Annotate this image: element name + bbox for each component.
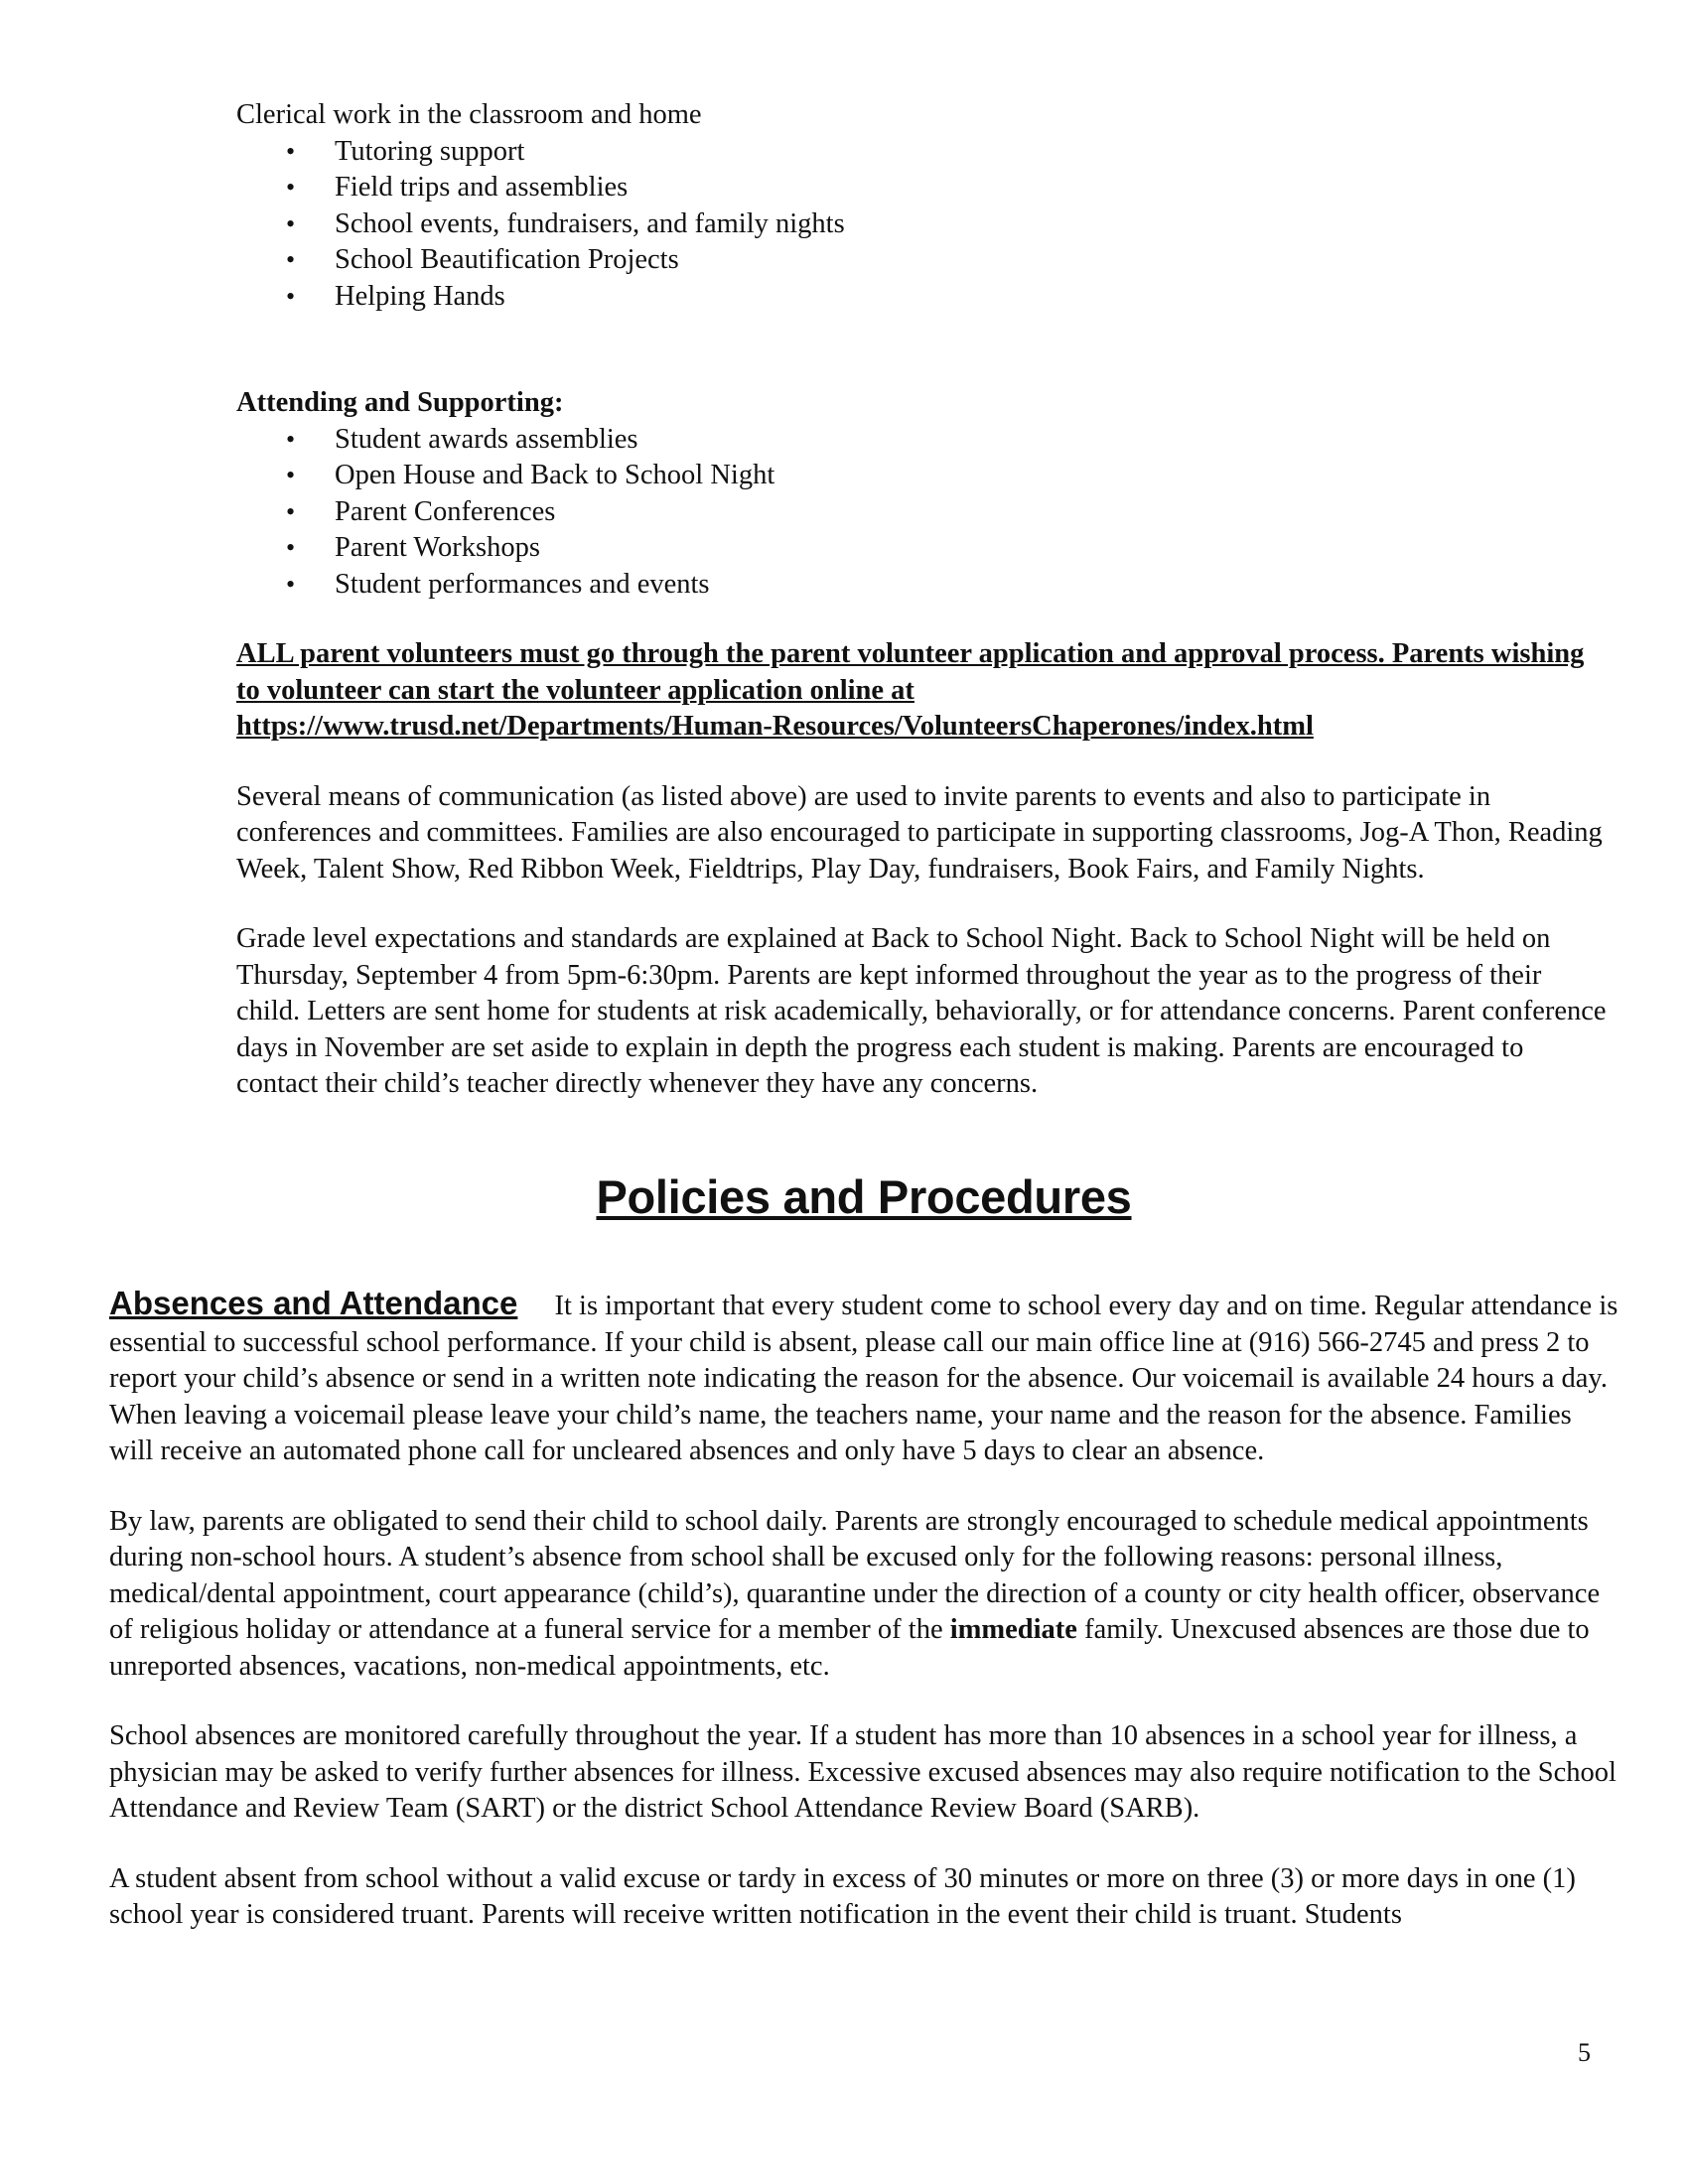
spacer: [109, 1685, 1620, 1718]
absences-paragraph: [109, 1286, 1620, 1470]
bullet-icon: •: [286, 245, 296, 274]
list-item: • Parent Workshops: [236, 530, 1607, 567]
list-item: • Open House and Back to School Night: [236, 458, 1607, 494]
lower-section: [109, 1286, 1620, 1934]
page-number: 5: [1578, 2038, 1591, 2067]
bullet-icon: •: [286, 496, 296, 526]
list-item: • Student performances and events: [236, 567, 1607, 604]
list-item: • Field trips and assemblies: [236, 170, 1607, 206]
bullet-icon: •: [286, 281, 296, 311]
spacer: [236, 887, 1607, 921]
monitoring-paragraph: School absences are monitored carefully throughout the year. If a student has more than 10 absences in a school year for illness, a physician may be asked to verify further absences for illness. Excessive excused absences may also require notification to the School Attendance and Review Team (SART) or the district School Attendance Review Board (SARB).: [109, 1720, 1617, 1824]
bullet-icon: •: [286, 569, 296, 599]
communication-paragraph: Several means of communication (as listed above) are used to invite parents to events and also to participate in conferences and committees. Families are also encouraged to participate in supporting classrooms, Jog-A Thon, Reading Week, Talent Show, Red Ribbon Week, Fieldtrips, Play Day, fundraisers, Book Fairs, and Family Nights.: [236, 780, 1603, 885]
volunteer-notice: [236, 636, 1607, 746]
list-item: • Helping Hands: [236, 279, 1607, 316]
spacer: [109, 1470, 1620, 1504]
volunteer-intro: Clerical work in the classroom and home: [236, 99, 702, 130]
truancy-paragraph: A student absent from school without a valid excuse or tardy in excess of 30 minutes or more on three (3) or more days in one (1) school year is considered truant. Parents will receive written notification in the event their child is truant. Students: [109, 1862, 1576, 1930]
spacer: [236, 603, 1607, 636]
list-item: • Student awards assemblies: [236, 422, 1607, 459]
bullet-icon: •: [286, 424, 296, 454]
bullet-icon: •: [286, 173, 296, 202]
section-title: Policies and Procedures: [596, 1170, 1132, 1223]
attending-heading: Attending and Supporting:: [236, 387, 564, 418]
list-item: • Tutoring support: [236, 134, 1607, 171]
list-item: • School events, fundraisers, and family nights: [236, 206, 1607, 243]
law-paragraph: [109, 1504, 1620, 1686]
volunteer-notice-text: ALL parent volunteers must go through the parent volunteer application and approval process. Parents wishing to volunteer can start the volunteer application online at: [236, 638, 1585, 706]
spacer: [236, 746, 1607, 779]
volunteer-list: [236, 134, 1607, 316]
absences-heading: Absences and Attendance: [109, 1285, 518, 1321]
list-item: • Parent Conferences: [236, 494, 1607, 531]
list-item: • School Beautification Projects: [236, 242, 1607, 279]
absences-text: It is important that every student come to school every day and on time. Regular attendance is essential to successful school performance. If your child is absent, please call our main office line at (916) 566-2745 and press 2 to report your child’s absence or send in a written note indicating the reason for the absence. Our voicemail is available 24 hours a day. When leaving a voicemail please leave your child’s name, the teachers name, your name and the reason for the absence. Families will receive an automated phone call for uncleared absences and only have 5 days to clear an absence.: [109, 1291, 1618, 1466]
volunteer-application-link[interactable]: https://www.trusd.net/Departments/Human-Resources/VolunteersChaperones/index.html: [236, 711, 1314, 742]
bullet-icon: •: [286, 208, 296, 238]
law-text-bold: immediate: [949, 1614, 1077, 1645]
bullet-icon: •: [286, 136, 296, 166]
grade-level-paragraph: Grade level expectations and standards are explained at Back to School Night. Back to School Night will be held on Thursday, September 4 from 5pm-6:30pm. Parents are kept informed throughout the year as to the progress of their child. Letters are sent home for students at risk academically, behaviorally, or for attendance concerns. Parent conference days in November are set aside to explain in depth the progress each student is making. Parents are encouraged to contact their child’s teacher directly whenever they have any concerns.: [236, 923, 1607, 1099]
spacer: [109, 1828, 1620, 1861]
law-text-before: By law, parents are obligated to send their child to school daily. Parents are strongly encouraged to schedule medical appointments during non-school hours. A student’s absence from school shall be excused only for the following reasons: personal illness, medical/dental appointment, court appearance (child’s), quarantine under the direction of a county or city health officer, observance of religious holiday or attendance at a funeral service for a member of the: [109, 1505, 1601, 1645]
law-text-after: family. Unexcused absences are those due to unreported absences, vacations, non-medical appointments, etc.: [109, 1614, 1590, 1682]
spacer: [236, 315, 1607, 385]
bullet-icon: •: [286, 533, 296, 562]
bullet-icon: •: [286, 461, 296, 489]
attending-list: [236, 422, 1607, 604]
upper-section: [236, 97, 1607, 1103]
